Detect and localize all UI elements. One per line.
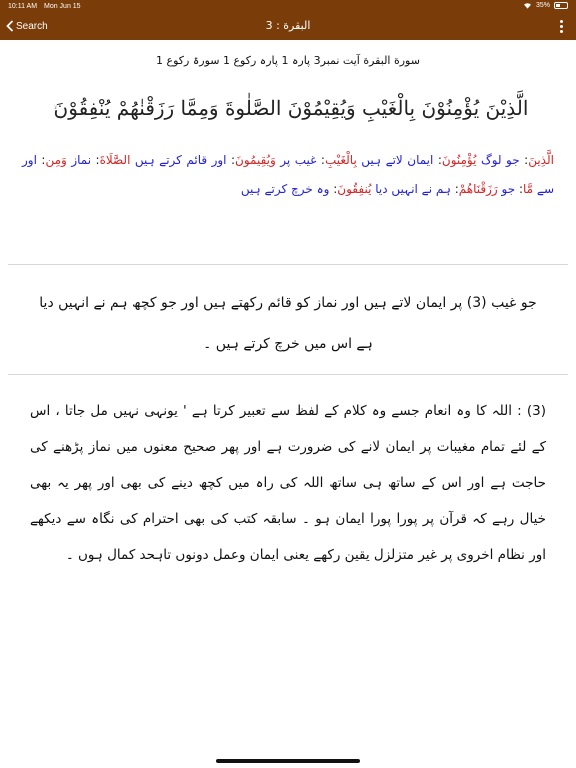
wbw-item <box>135 153 276 167</box>
wbw-urdu: نماز <box>71 153 92 167</box>
wbw-item <box>502 182 534 196</box>
more-menu-button[interactable] <box>558 20 564 34</box>
battery-icon <box>554 2 568 9</box>
navigation-bar <box>0 14 576 40</box>
battery-percent: 35% <box>535 2 550 9</box>
divider <box>8 264 568 265</box>
word-by-word-translation <box>22 146 554 204</box>
wbw-arabic: وَيُقِيمُونَ <box>235 153 276 167</box>
wbw-item <box>241 182 372 196</box>
arabic-verse-text: الَّذِيْنَ يُؤْمِنُوْنَ بِالْغَيْبِ وَيُقِيْمُوْنَ الصَّلٰوةَ وَمِمَّا رَزَقْنٰهُمْ يُنْفِقُوْنَ <box>53 96 529 120</box>
wbw-arabic: الصَّلَاةَ <box>99 153 131 167</box>
wbw-arabic: يُنفِقُونَ <box>337 182 372 196</box>
wbw-urdu: ہم نے انہیں دیا <box>375 182 451 196</box>
wbw-item <box>375 182 497 196</box>
wbw-arabic: مَّا <box>522 182 534 196</box>
wbw-separator: : <box>226 153 236 167</box>
divider <box>8 374 568 375</box>
wbw-urdu: ایمان لاتے ہیں <box>361 153 434 167</box>
wbw-separator: : <box>450 182 459 196</box>
status-time: 10:11 AM <box>8 3 38 10</box>
wbw-separator: : <box>329 182 338 196</box>
wbw-urdu: غیب پر <box>280 153 317 167</box>
wbw-arabic: رَزَقْنَاهُمْ <box>458 182 498 196</box>
wbw-separator: : <box>433 153 442 167</box>
wbw-separator: : <box>91 153 100 167</box>
dot-icon <box>560 25 563 28</box>
wbw-separator: : <box>515 182 523 196</box>
tafseer-text: (3) : اللہ کا وہ انعام جسے وہ کلام کے لفظ سے تعبیر کرتا ہے ' یونہی نہیں مل جاتا ، اس کے لئے تمام مغیبات پر ایمان لانے کی ضرورت ہے اور پھر صحیح معنوں میں نماز پڑھنے کی حاجت ہے اور اس کے ساتھ ہی ساتھ اللہ کی راہ میں کچھ دینے کی بھی اور پھر یہ بھی خیال رہے کہ قرآن پر پورا پورا ایمان ہو ۔ سابقہ کتب کی بھی احترام کی نگاہ سے دیکھے اور نظام اخروی پر غیر متزلزل یقین رکھے یعنی ایمان وعمل دونوں تاہحد کمال ہوں ۔ <box>30 403 546 563</box>
home-indicator[interactable] <box>216 759 360 763</box>
wbw-separator: : <box>36 153 46 167</box>
arabic-verse <box>18 92 558 127</box>
wbw-separator: : <box>316 153 325 167</box>
page-title: البقرة : 3 <box>265 19 311 32</box>
wbw-urdu: جو لوگ <box>480 153 520 167</box>
dot-icon <box>560 30 563 33</box>
wbw-item <box>280 153 357 167</box>
wbw-arabic: الَّذِينَ <box>528 153 554 167</box>
status-bar <box>0 0 576 14</box>
back-button-label: Search <box>16 20 48 32</box>
urdu-translation: جو غیب (3) پر ایمان لاتے ہیں اور نماز کو قائم رکھتے ہیں اور جو کچھ ہم نے انہیں دیا ہے اس میں خرچ کرتے ہیں ۔ <box>39 295 537 352</box>
wbw-urdu: اور قائم کرتے ہیں <box>134 153 227 167</box>
wbw-item <box>361 153 476 167</box>
wbw-arabic: بِالْغَيْبِ <box>324 153 357 167</box>
wbw-urdu: وہ خرچ کرتے ہیں <box>240 182 330 196</box>
wbw-item <box>71 153 130 167</box>
wbw-item <box>481 153 554 167</box>
wbw-arabic: وَمِن <box>45 153 67 167</box>
wbw-urdu: اور سے <box>22 153 554 196</box>
dot-icon <box>560 20 563 23</box>
wbw-separator: : <box>519 153 529 167</box>
status-date: Mon Jun 15 <box>44 3 81 10</box>
wifi-icon <box>523 2 532 9</box>
wbw-arabic: يُؤْمِنُونَ <box>441 153 477 167</box>
wbw-urdu: جو <box>501 182 516 196</box>
verse-reference: سورة البقرة آیت نمبر3 پارہ 1 پارہ رکوع 1 سورۃ رکوع 1 <box>156 54 420 67</box>
status-right <box>523 2 568 9</box>
